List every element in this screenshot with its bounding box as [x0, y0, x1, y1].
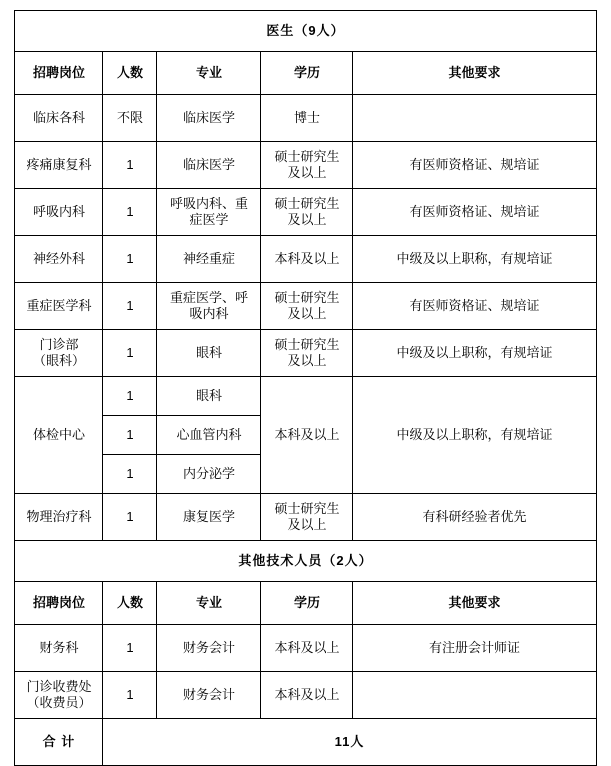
column-header-major: 专业	[157, 582, 261, 625]
cell-position: 财务科	[15, 625, 103, 672]
cell-major: 眼科	[157, 330, 261, 377]
cell-major: 临床医学	[157, 142, 261, 189]
cell-count: 1	[103, 236, 157, 283]
cell-count: 1	[103, 330, 157, 377]
table-header-row	[15, 52, 596, 95]
cell-education: 博士	[261, 95, 353, 142]
cell-position: 神经外科	[15, 236, 103, 283]
section-title-other-staff: 其他技术人员（2人）	[15, 541, 596, 582]
column-header-other: 其他要求	[353, 582, 596, 625]
cell-other: 有注册会计师证	[353, 625, 596, 672]
column-header-major: 专业	[157, 52, 261, 95]
cell-major: 心血管内科	[157, 416, 261, 455]
cell-education: 本科及以上	[261, 377, 353, 494]
cell-count: 1	[103, 455, 157, 494]
cell-education: 本科及以上	[261, 625, 353, 672]
total-label: 合 计	[15, 719, 103, 766]
cell-education: 硕士研究生 及以上	[261, 283, 353, 330]
cell-education: 硕士研究生 及以上	[261, 494, 353, 541]
cell-education: 本科及以上	[261, 672, 353, 719]
section-title-doctors: 医生（9人）	[15, 11, 596, 52]
table-row	[15, 672, 596, 719]
cell-position: 门诊收费处 （收费员）	[15, 672, 103, 719]
table-row	[15, 494, 596, 541]
cell-major: 重症医学、呼 吸内科	[157, 283, 261, 330]
table-header-row	[15, 582, 596, 625]
cell-count: 1	[103, 189, 157, 236]
cell-major: 眼科	[157, 377, 261, 416]
cell-major: 呼吸内科、重 症医学	[157, 189, 261, 236]
cell-education: 硕士研究生 及以上	[261, 189, 353, 236]
table-row	[15, 330, 596, 377]
cell-other: 中级及以上职称，有规培证	[353, 377, 596, 494]
cell-count: 1	[103, 494, 157, 541]
table-row	[15, 189, 596, 236]
cell-education: 硕士研究生 及以上	[261, 330, 353, 377]
cell-count: 1	[103, 625, 157, 672]
cell-other: 有医师资格证、规培证	[353, 142, 596, 189]
column-header-position: 招聘岗位	[15, 582, 103, 625]
cell-count: 1	[103, 672, 157, 719]
total-row	[15, 719, 596, 766]
table-row	[15, 142, 596, 189]
cell-other: 有科研经验者优先	[353, 494, 596, 541]
cell-count: 1	[103, 377, 157, 416]
section-title-row	[15, 541, 596, 582]
recruitment-table	[14, 10, 596, 766]
column-header-education: 学历	[261, 582, 353, 625]
cell-other: 中级及以上职称，有规培证	[353, 330, 596, 377]
table-row	[15, 95, 596, 142]
cell-major: 临床医学	[157, 95, 261, 142]
cell-count: 1	[103, 416, 157, 455]
section-title-row	[15, 11, 596, 52]
cell-position: 门诊部 （眼科）	[15, 330, 103, 377]
cell-position: 体检中心	[15, 377, 103, 494]
cell-education: 硕士研究生 及以上	[261, 142, 353, 189]
cell-other	[353, 95, 596, 142]
cell-position: 临床各科	[15, 95, 103, 142]
cell-major: 财务会计	[157, 625, 261, 672]
column-header-position: 招聘岗位	[15, 52, 103, 95]
cell-position: 重症医学科	[15, 283, 103, 330]
cell-other: 中级及以上职称，有规培证	[353, 236, 596, 283]
cell-other	[353, 672, 596, 719]
cell-position: 疼痛康复科	[15, 142, 103, 189]
document-page	[0, 10, 611, 749]
column-header-education: 学历	[261, 52, 353, 95]
table-row	[15, 625, 596, 672]
cell-major: 神经重症	[157, 236, 261, 283]
cell-major: 财务会计	[157, 672, 261, 719]
cell-count: 不限	[103, 95, 157, 142]
column-header-other: 其他要求	[353, 52, 596, 95]
cell-position: 物理治疗科	[15, 494, 103, 541]
table-row	[15, 377, 596, 416]
cell-count: 1	[103, 142, 157, 189]
cell-major: 内分泌学	[157, 455, 261, 494]
cell-other: 有医师资格证、规培证	[353, 283, 596, 330]
table-row	[15, 283, 596, 330]
column-header-count: 人数	[103, 582, 157, 625]
total-value: 11人	[103, 719, 596, 766]
table-row	[15, 236, 596, 283]
cell-count: 1	[103, 283, 157, 330]
cell-major: 康复医学	[157, 494, 261, 541]
column-header-count: 人数	[103, 52, 157, 95]
cell-education: 本科及以上	[261, 236, 353, 283]
cell-other: 有医师资格证、规培证	[353, 189, 596, 236]
cell-position: 呼吸内科	[15, 189, 103, 236]
